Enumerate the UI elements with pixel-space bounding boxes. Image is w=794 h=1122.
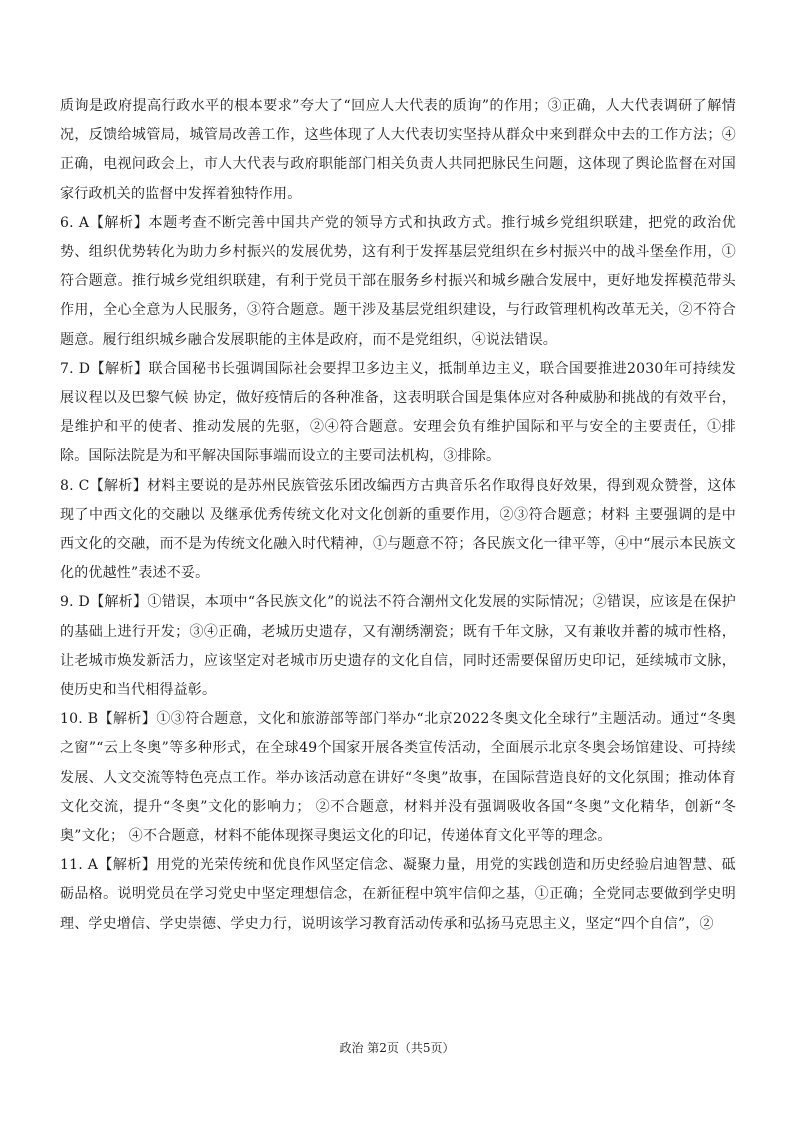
document-body: [60, 92, 736, 939]
paragraph-continuation: 质询是政府提高行政水平的根本要求”夸大了“回应人大代表的质询”的作用；③正确，人大代表调研了解情况，反馈给城管局，城管局改善工作，这些体现了人大代表切实坚持从群众中来到群众中去的工作方法；④正确，电视问政会上，市人大代表与政府职能部门相关负责人共同把脉民生问题，这体现了舆论监督在对国家行政机关的监督中发挥着独特作用。: [60, 98, 736, 202]
answer-8: 8. C【解析】材料主要说的是苏州民族管弦乐团改编西方古典音乐名作取得良好效果，得到观众赞誉，这体现了中西文化的交融以 及继承优秀传统文化对文化创新的重要作用，②③符合题意；材料 主要强调的是中西文化的交融，而不是为传统文化融入时代精神，①与题意不符；各民族文化一律平等，④中“展示本民族文化的优越性”表述不妥。: [60, 477, 736, 582]
page-footer: 政治 第2页（共5页）: [339, 1041, 455, 1055]
answer-10: 10. B【解析】①③符合题意，文化和旅游部等部门举办“北京2022冬奥文化全球行”主题活动。通过“冬奥之窗”“云上冬奥”等多种形式，在全球49个国家开展各类宣传活动，全面展示北京冬奥会场馆建设、可持续发展、人文交流等特色亮点工作。举办该活动意在讲好“冬奥”故事，在国际营造良好的文化氛围；推动体育文化交流，提升“冬奥”文化的影响力； ②不合题意，材料并没有强调吸收各国“冬奥”文化精华，创新“冬奥”文化； ④不合题意，材料不能体现探寻奥运文化的印记，传递体育文化平等的理念。: [60, 711, 736, 845]
answer-11: 11. A【解析】用党的光荣传统和优良作风坚定信念、凝聚力量，用党的实践创造和历史经验启迪智慧、砥砺品格。说明党员在学习党史中坚定理想信念，在新征程中筑牢信仰之基，①正确；全党同志要做到学史明理、学史增信、学史崇德、学史力行，说明该学习教育活动传承和弘扬马克思主义，坚定“四个自信”，②: [60, 857, 736, 932]
answer-9: 9. D【解析】①错误，本项中“各民族文化”的说法不符合潮州文化发展的实际情况；②错误，应该是在保护的基础上进行开发；③④正确，老城历史遗存，又有潮绣潮瓷；既有千年文脉，又有兼收并蓄的城市性格，让老城市焕发新活力，应该坚定对老城市历史遗存的文化自信，同时还需要保留历史印记，延续城市文脉，使历史和当代相得益彰。: [60, 594, 736, 699]
answer-7: 7. D【解析】联合国秘书长强调国际社会要捍卫多边主义，抵制单边主义，联合国要推进2030年可持续发展议程以及巴黎气候 协定，做好疫情后的各种准备，这表明联合国是集体应对各种威胁和挑战的有效平台，是维护和平的使者、推动发展的先驱，②④符合题意。安理会负有维护国际和平与安全的主要责任，①排除。国际法院是为和平解决国际事端而设立的主要司法机构，③排除。: [60, 360, 736, 465]
answer-6: 6. A【解析】本题考查不断完善中国共产党的领导方式和执政方式。推行城乡党组织联建，把党的政治优势、组织优势转化为助力乡村振兴的发展优势，这有利于发挥基层党组织在乡村振兴中的战斗堡垒作用，①符合题意。推行城乡党组织联建，有利于党员干部在服务乡村振兴和城乡融合发展中，更好地发挥模范带头作用，全心全意为人民服务，③符合题意。题干涉及基层党组织建设，与行政管理机构改革无关，②不符合题意。履行组织城乡融合发展职能的主体是政府，而不是党组织，④说法错误。: [60, 214, 736, 348]
